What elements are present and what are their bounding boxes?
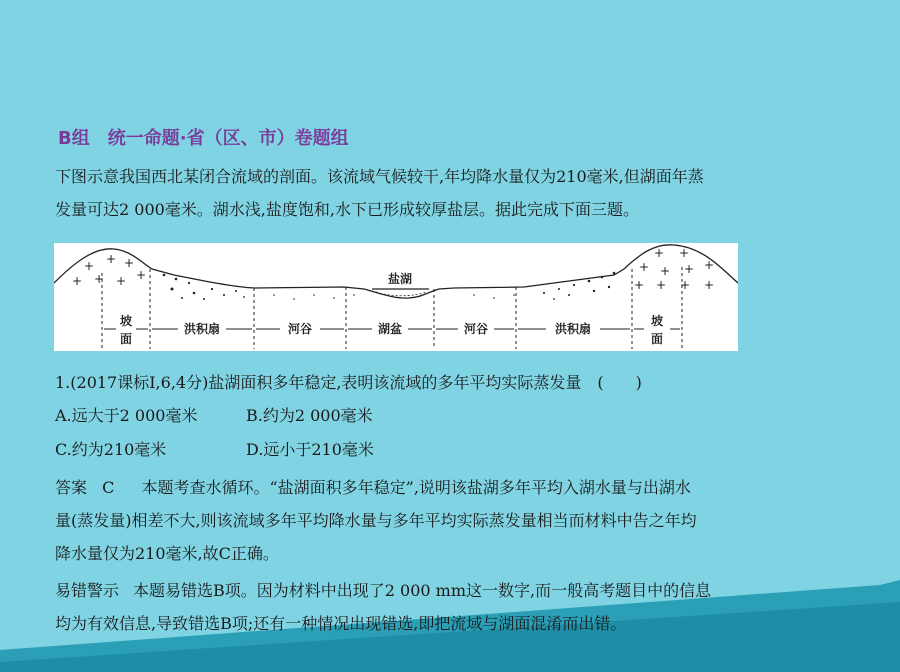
salt-lake-label: 盐湖: [387, 272, 413, 286]
answer-line-2: 量(蒸发量)相差不大,则该流域多年平均降水量与多年平均实际蒸发量相当而材料中告之年均: [55, 511, 697, 530]
option-a: A.远大于2 000毫米: [55, 406, 198, 425]
svg-text:+: +: [654, 246, 665, 260]
intro-paragraph: [55, 160, 845, 226]
svg-text:+: +: [94, 272, 105, 286]
zone-lake-basin: 湖盆: [377, 322, 403, 336]
svg-text:+: +: [660, 264, 671, 278]
svg-text:+: +: [680, 278, 691, 292]
answer-text-1: 本题考查水循环。“盐湖面积多年稳定”,说明该盐湖多年平均入湖水量与出湖水: [141, 478, 691, 497]
answer-block: [55, 471, 845, 570]
basin-profile-diagram: [54, 243, 738, 351]
svg-text:+: +: [84, 259, 95, 273]
intro-line-1: 下图示意我国西北某闭合流域的剖面。该流域气候较干,年均降水量仅为210毫米,但湖面年蒸: [55, 167, 704, 186]
answer-label: 答案: [55, 478, 88, 497]
svg-text:+: +: [639, 260, 650, 274]
option-d: D.远小于210毫米: [246, 440, 374, 459]
zone-slope-right-2: 面: [650, 332, 664, 346]
svg-text:+: +: [704, 278, 715, 292]
svg-text:+: +: [704, 258, 715, 272]
basin-profile-svg: [54, 243, 738, 351]
warning-text-1: 本题易错选B项。因为材料中出现了2 000 mm这一数字,而一般高考题目中的信息: [133, 581, 712, 600]
option-c: C.约为210毫米: [55, 440, 167, 459]
zone-valley-left: 河谷: [287, 322, 313, 336]
intro-line-2: 发量可达2 000毫米。湖水浅,盐度饱和,水下已形成较厚盐层。据此完成下面三题。: [55, 200, 639, 219]
svg-text:+: +: [684, 262, 695, 276]
svg-text:+: +: [106, 252, 117, 266]
zone-valley-right: 河谷: [463, 322, 489, 336]
svg-text:+: +: [656, 278, 667, 292]
zone-slope-left-2: 面: [119, 332, 133, 346]
svg-text:+: +: [124, 256, 135, 270]
answer-line-1: [55, 471, 845, 504]
section-heading: [58, 124, 349, 150]
warning-block: [55, 574, 845, 640]
svg-text:+: +: [136, 268, 147, 282]
zone-slope-right-1: 坡: [650, 314, 664, 328]
svg-text:+: +: [116, 274, 127, 288]
question-stem: 1.(2017课标Ⅰ,6,4分)盐湖面积多年稳定,表明该流域的多年平均实际蒸发量 ( ): [55, 373, 642, 392]
heading-title: 统一命题·省（区、市）卷题组: [107, 128, 349, 149]
svg-text:+: +: [679, 246, 690, 260]
zone-alluvial-fan-left: 洪积扇: [183, 322, 221, 336]
warning-line-2: 均为有效信息,导致错选B项;还有一种情况出现错选,即把流域与湖面混淆而出错。: [55, 614, 627, 633]
heading-tag: B组: [58, 128, 90, 149]
warning-label: 易错警示: [55, 581, 120, 600]
answer-line-3: 降水量仅为210毫米,故C正确。: [55, 544, 279, 563]
option-b: B.约为2 000毫米: [246, 406, 373, 425]
svg-text:+: +: [634, 278, 645, 292]
zone-alluvial-fan-right: 洪积扇: [554, 322, 592, 336]
svg-text:+: +: [72, 274, 83, 288]
zone-slope-left-1: 坡: [119, 314, 133, 328]
answer-choice: C: [102, 478, 115, 497]
warning-line-1: [55, 574, 845, 607]
